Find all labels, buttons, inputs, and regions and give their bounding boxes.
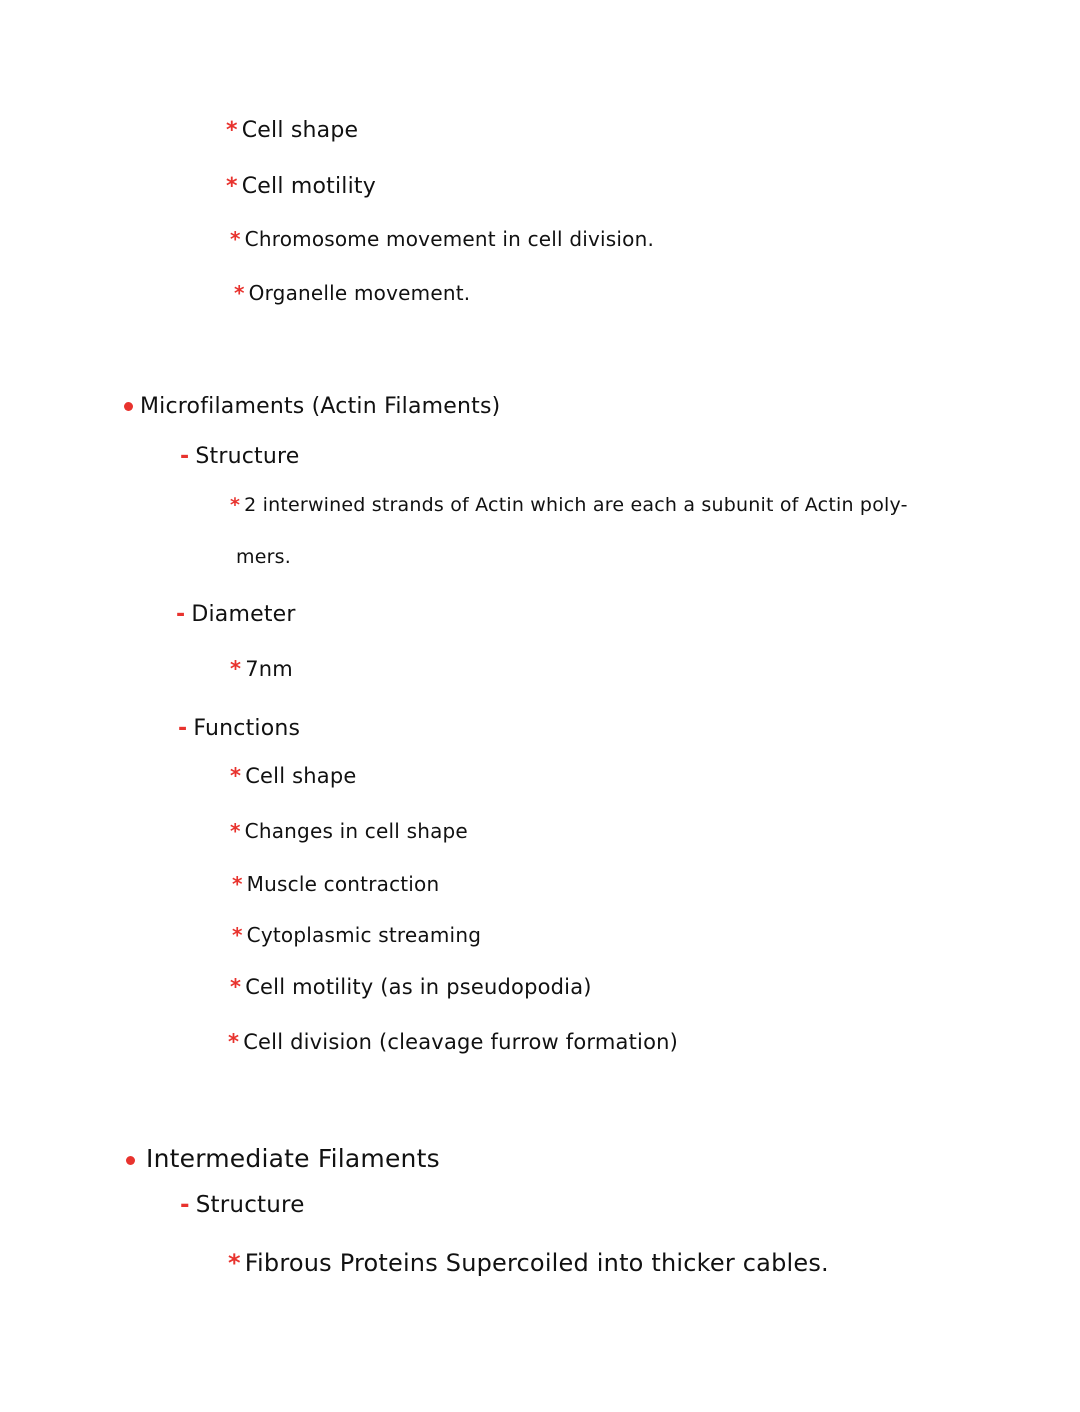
asterisk-icon: * (226, 174, 238, 199)
top-function-item: * Cell shape (226, 118, 359, 143)
top-function-item: * Chromosome movement in cell division. (230, 227, 655, 251)
section-heading-microfilaments: Microfilaments (Actin Filaments) (140, 394, 501, 419)
diameter-label: - Diameter (176, 602, 296, 627)
asterisk-icon: * (230, 657, 242, 681)
structure-text-continued: mers. (236, 546, 291, 568)
structure-label: - Structure (180, 1192, 305, 1218)
asterisk-icon: * (232, 923, 243, 947)
top-function-item: * Cell motility (226, 174, 376, 199)
asterisk-icon: * (234, 281, 245, 305)
function-item: * Cell motility (as in pseudopodia) (230, 975, 592, 999)
asterisk-icon: * (232, 872, 243, 896)
asterisk-icon: * (230, 975, 242, 999)
asterisk-icon: * (230, 764, 242, 788)
asterisk-icon: * (226, 118, 238, 143)
asterisk-icon: * (230, 227, 241, 251)
diameter-value: * 7nm (230, 657, 293, 681)
dash-icon: - (178, 716, 188, 741)
dash-icon: - (176, 602, 186, 627)
section-heading-intermediate: Intermediate Filaments (146, 1144, 440, 1173)
dash-icon: - (180, 1192, 190, 1218)
function-item: * Cell shape (230, 764, 357, 788)
asterisk-icon: * (230, 819, 241, 843)
structure-label: - Structure (180, 444, 300, 469)
asterisk-icon: * (228, 1030, 240, 1054)
structure-text: * 2 interwined strands of Actin which are each a subunit of Actin poly- (230, 494, 908, 516)
asterisk-icon: * (228, 1249, 241, 1277)
function-item: * Cell division (cleavage furrow formation) (228, 1030, 679, 1054)
function-item: * Changes in cell shape (230, 819, 468, 843)
function-item: * Muscle contraction (232, 872, 440, 896)
bullet-icon (124, 402, 133, 411)
bullet-icon (126, 1156, 135, 1165)
top-function-item: * Organelle movement. (234, 281, 471, 305)
dash-icon: - (180, 444, 190, 469)
function-item: * Cytoplasmic streaming (232, 923, 482, 947)
functions-label: - Functions (178, 716, 301, 741)
asterisk-icon: * (230, 494, 241, 516)
structure-text: * Fibrous Proteins Supercoiled into thicker cables. (228, 1249, 829, 1277)
